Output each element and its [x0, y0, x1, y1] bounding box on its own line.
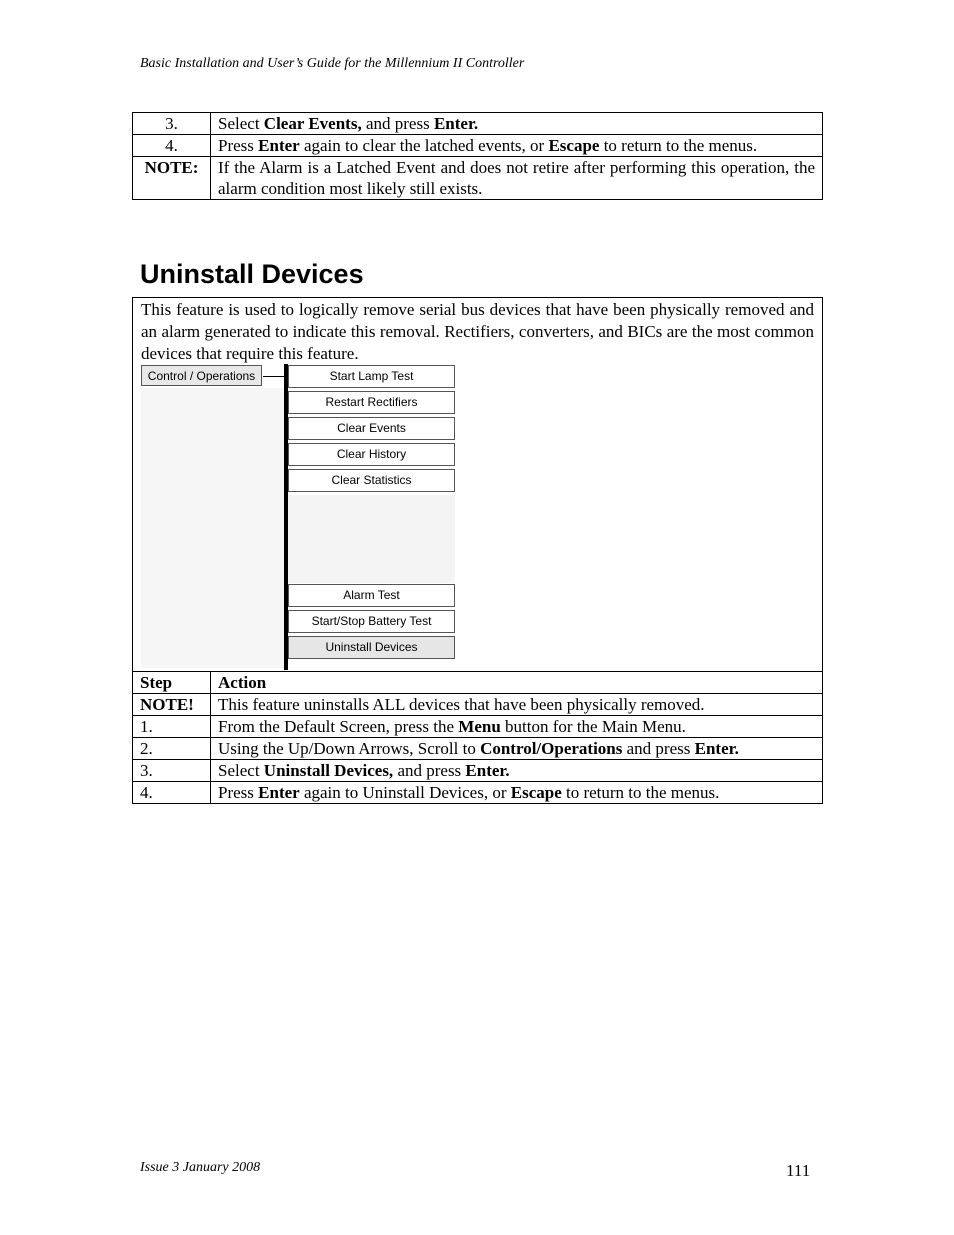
table-row — [133, 135, 823, 157]
step-number: 3. — [133, 760, 211, 782]
step-number: 2. — [133, 738, 211, 760]
table-row — [133, 694, 823, 716]
menu-item-alarm-test: Alarm Test — [288, 584, 455, 607]
note-text: If the Alarm is a Latched Event and does not retire after performing this operation, the alarm condition most likely still exists. — [211, 157, 823, 200]
menu-gap — [288, 495, 455, 583]
uninstall-steps-table — [132, 671, 823, 804]
section-title: Uninstall Devices — [140, 259, 364, 289]
menu-diagram — [133, 298, 822, 671]
column-header-step: Step — [140, 673, 173, 692]
menu-root-control-operations: Control / Operations — [141, 365, 262, 386]
step-number: 4. — [133, 782, 211, 804]
menu-item-start-lamp-test: Start Lamp Test — [288, 365, 455, 388]
table-row — [133, 782, 823, 804]
page-number: 111 — [786, 1161, 811, 1180]
step-action: Using the Up/Down Arrows, Scroll to Control/Operations and press Enter. — [211, 738, 823, 760]
feature-box — [132, 297, 823, 672]
menu-item-clear-events: Clear Events — [288, 417, 455, 440]
connector-line — [263, 376, 285, 377]
table-header-row — [133, 672, 823, 694]
step-number: 3. — [133, 113, 211, 135]
table-row — [133, 157, 823, 200]
note-text: This feature uninstalls ALL devices that have been physically removed. — [211, 694, 823, 716]
diagram-background — [141, 388, 284, 668]
step-action: From the Default Screen, press the Menu button for the Main Menu. — [211, 716, 823, 738]
running-header: Basic Installation and User’s Guide for the Millennium II Controller — [140, 56, 525, 71]
menu-item-clear-statistics: Clear Statistics — [288, 469, 455, 492]
menu-item-uninstall-devices: Uninstall Devices — [288, 636, 455, 659]
menu-item-restart-rectifiers: Restart Rectifiers — [288, 391, 455, 414]
note-label: NOTE! — [140, 695, 194, 714]
step-action: Select Uninstall Devices, and press Enter. — [211, 760, 823, 782]
table-row — [133, 760, 823, 782]
column-header-action: Action — [218, 673, 267, 692]
intro-paragraph: This feature is used to logically remove serial bus devices that have been physically removed and an alarm generated to indicate this removal. Rectifiers, converters, and BICs are the most common devices that require this feature. — [141, 300, 814, 363]
table-row — [133, 716, 823, 738]
menu-item-clear-history: Clear History — [288, 443, 455, 466]
step-action: Press Enter again to clear the latched events, or Escape to return to the menus. — [211, 135, 823, 157]
footer-issue: Issue 3 January 2008 — [140, 1160, 261, 1175]
step-number: 1. — [133, 716, 211, 738]
menu-item-start-stop-battery-test: Start/Stop Battery Test — [288, 610, 455, 633]
table-row — [133, 738, 823, 760]
step-action: Press Enter again to Uninstall Devices, or Escape to return to the menus. — [211, 782, 823, 804]
step-number: 4. — [133, 135, 211, 157]
top-steps-table — [132, 112, 823, 200]
step-action: Select Clear Events, and press Enter. — [211, 113, 823, 135]
table-row — [133, 113, 823, 135]
note-label: NOTE: — [144, 158, 199, 177]
